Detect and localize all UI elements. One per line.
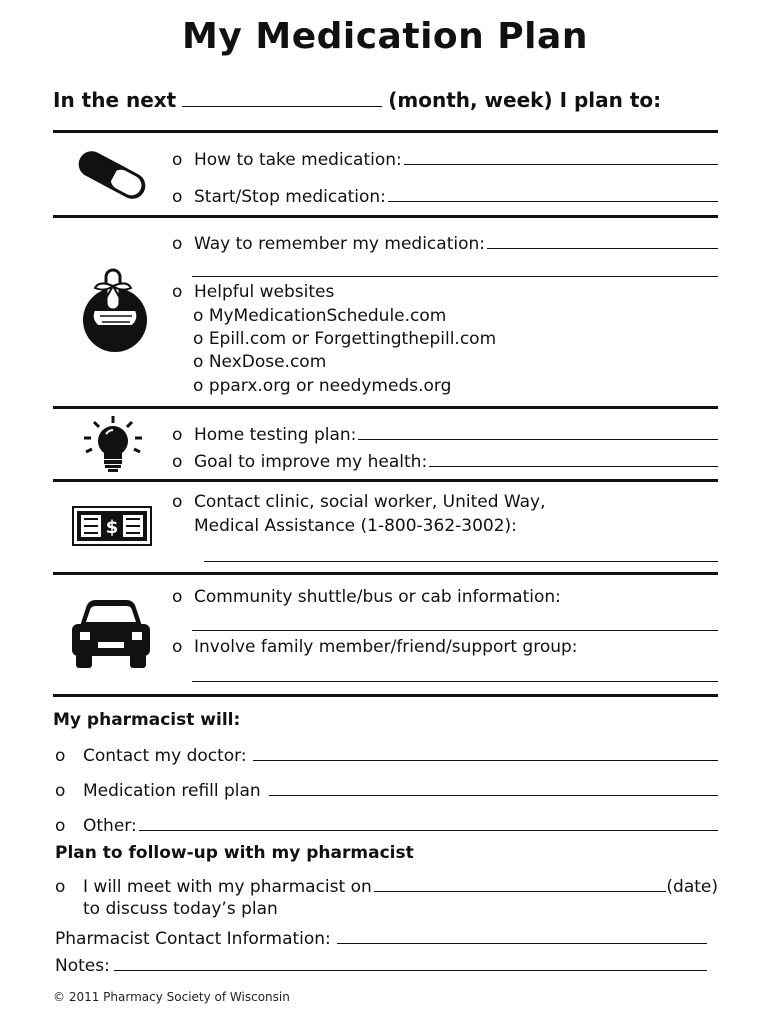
bullet: o — [172, 425, 183, 445]
start-stop-field[interactable] — [172, 185, 718, 209]
page-title: My Medication Plan — [182, 16, 588, 57]
meet-prefix-label: I will meet with my pharmacist on — [83, 877, 372, 897]
light-bulb-icon — [80, 414, 146, 474]
health-goal-field[interactable] — [172, 450, 718, 474]
dollar-bill-icon — [72, 506, 152, 546]
family-item — [172, 637, 718, 661]
helpful-websites-label: Helpful websites — [194, 282, 335, 302]
other-field[interactable] — [55, 814, 718, 838]
bullet: o — [55, 816, 66, 836]
home-testing-label: Home testing plan: — [194, 425, 357, 445]
start-stop-blank[interactable] — [388, 185, 718, 202]
home-testing-field[interactable] — [172, 423, 718, 447]
followup-heading: Plan to follow-up with my pharmacist — [55, 843, 414, 863]
bullet: o — [172, 234, 183, 254]
remember-field[interactable] — [172, 232, 718, 256]
website-item[interactable]: o Epill.com or Forgettingthepill.com — [193, 329, 497, 349]
website-item[interactable]: o pparx.org or needymeds.org — [193, 376, 452, 396]
bullet: o — [172, 637, 183, 657]
section-divider — [53, 406, 718, 409]
svg-text:$: $ — [105, 517, 119, 538]
family-blank[interactable] — [192, 681, 718, 682]
section-divider — [53, 130, 718, 133]
meet-date-blank[interactable] — [374, 875, 667, 892]
pill-icon — [70, 150, 154, 200]
bullet: o — [172, 150, 183, 170]
pharmacist-heading: My pharmacist will: — [53, 710, 241, 730]
bullet: o — [172, 492, 183, 512]
how-to-take-label: How to take medication: — [194, 150, 402, 170]
remember-blank-line-2[interactable] — [192, 276, 718, 277]
how-to-take-field[interactable] — [172, 148, 718, 172]
refill-plan-field[interactable] — [55, 779, 718, 803]
contact-doctor-field[interactable] — [55, 744, 718, 768]
health-goal-label: Goal to improve my health: — [194, 452, 428, 472]
meet-suffix-label: (date) — [666, 877, 718, 897]
section-divider — [53, 215, 718, 218]
start-stop-label: Start/Stop medication: — [194, 187, 386, 207]
shuttle-blank[interactable] — [192, 630, 718, 631]
finger-string-icon — [80, 268, 150, 354]
bullet: o — [172, 187, 183, 207]
car-icon — [70, 598, 152, 670]
bullet: o — [172, 587, 183, 607]
bullet: o — [172, 282, 183, 302]
meet-line-2: to discuss today’s plan — [83, 899, 278, 919]
website-item[interactable]: o NexDose.com — [193, 352, 327, 372]
contact-info-field[interactable] — [55, 927, 707, 951]
remember-blank[interactable] — [487, 232, 718, 249]
intro-suffix: (month, week) I plan to: — [388, 88, 662, 112]
period-blank-field[interactable] — [182, 88, 382, 107]
health-goal-blank[interactable] — [429, 450, 718, 467]
contact-clinic-blank[interactable] — [204, 561, 718, 562]
intro-line — [53, 88, 718, 118]
remember-label: Way to remember my medication: — [194, 234, 485, 254]
contact-info-blank[interactable] — [337, 927, 707, 944]
website-item[interactable]: o MyMedicationSchedule.com — [193, 306, 447, 326]
shuttle-label: Community shuttle/bus or cab information: — [194, 587, 561, 607]
copyright-footer: © 2011 Pharmacy Society of Wisconsin — [53, 990, 290, 1004]
contact-doctor-blank[interactable] — [253, 744, 718, 761]
section-divider — [53, 694, 718, 697]
meet-date-field[interactable] — [55, 875, 718, 899]
refill-plan-label: Medication refill plan — [83, 781, 261, 801]
contact-info-label: Pharmacist Contact Information: — [55, 929, 331, 949]
section-divider — [53, 572, 718, 575]
notes-blank[interactable] — [114, 954, 707, 971]
contact-line-2: Medical Assistance (1-800-362-3002): — [194, 516, 517, 536]
bullet: o — [55, 781, 66, 801]
contact-doctor-label: Contact my doctor: — [83, 746, 247, 766]
shuttle-item — [172, 587, 718, 611]
other-label: Other: — [83, 816, 137, 836]
helpful-websites-item — [172, 282, 718, 306]
bullet: o — [55, 877, 66, 897]
home-testing-blank[interactable] — [358, 423, 718, 440]
bullet: o — [55, 746, 66, 766]
contact-clinic-item — [172, 492, 718, 516]
how-to-take-blank[interactable] — [404, 148, 718, 165]
intro-prefix: In the next — [53, 88, 177, 112]
refill-plan-blank[interactable] — [269, 779, 718, 796]
family-label: Involve family member/friend/support group: — [194, 637, 578, 657]
section-divider — [53, 479, 718, 482]
notes-label: Notes: — [55, 956, 110, 976]
other-blank[interactable] — [139, 814, 718, 831]
bullet: o — [172, 452, 183, 472]
contact-line-1: Contact clinic, social worker, United Way, — [194, 492, 546, 512]
notes-field[interactable] — [55, 954, 707, 978]
